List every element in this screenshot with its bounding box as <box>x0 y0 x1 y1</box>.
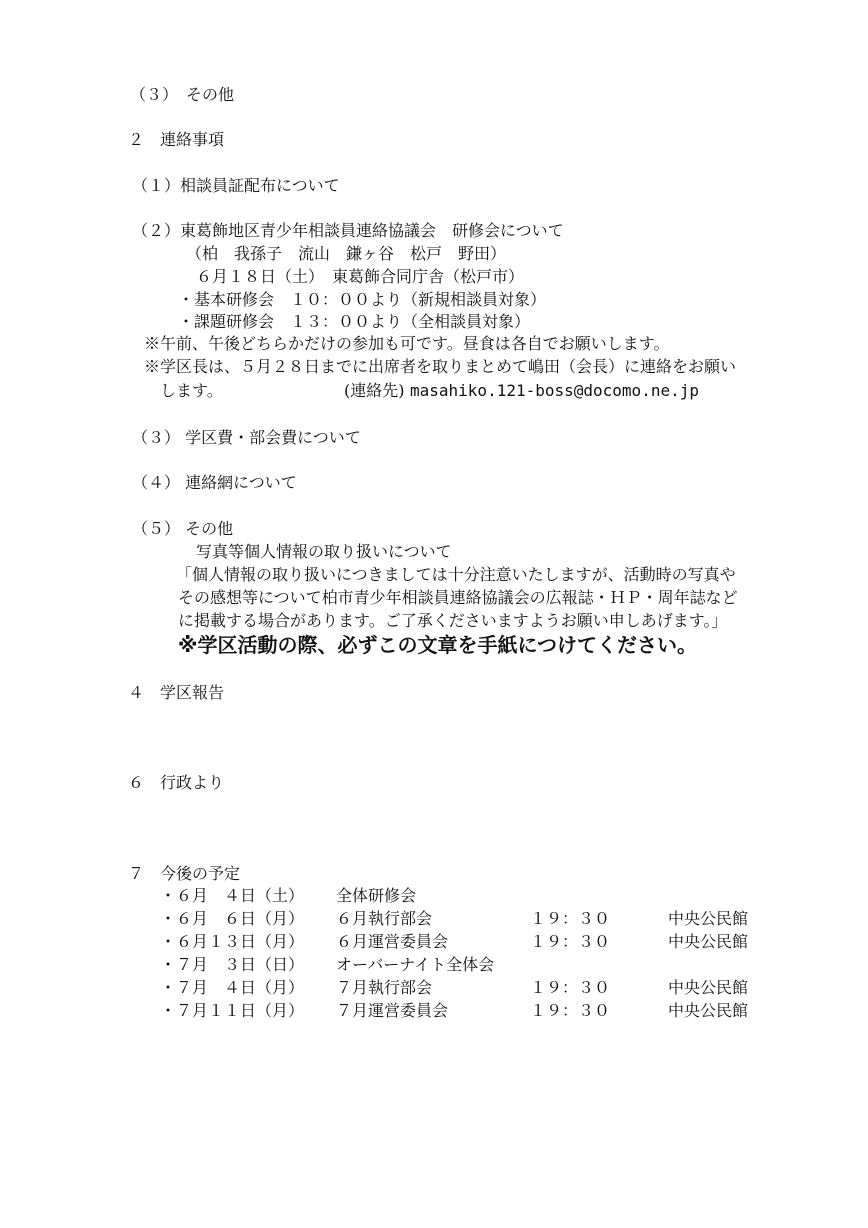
schedule-time: １９：３０ <box>530 932 611 951</box>
training-cities: （柏 我孫子 流山 鎌ヶ谷 松戸 野田） <box>186 244 507 263</box>
training-topic: ・課題研修会 １３：００より（全相談員対象） <box>178 312 531 331</box>
privacy-emphasis-note: ※学区活動の際、必ずこの文章を手紙につけてください。 <box>178 633 698 657</box>
privacy-text-1: 「個人情報の取り扱いにつきましては十分注意いたしますが、活動時の写真や <box>176 565 736 584</box>
schedule-date: ・６月１３日（月） <box>160 932 305 951</box>
schedule-event: オーバーナイト全体会 <box>336 955 495 974</box>
item-5-other: （５） その他 <box>132 519 234 538</box>
heading-school-report: ４ 学区報告 <box>128 683 225 702</box>
item-contact-network: （４） 連絡網について <box>132 473 297 492</box>
heading-administration: ６ 行政より <box>128 773 225 792</box>
training-note-deadline: ※学区長は、５月２８日までに出席者を取りまとめて嶋田（会長）に連絡をお願い <box>144 357 737 376</box>
item-training-session: （２）東葛飾地区青少年相談員連絡協議会 研修会について <box>132 221 564 240</box>
training-note-deadline-cont: します。 <box>160 381 223 400</box>
schedule-date: ・７月１１日（月） <box>160 1001 305 1020</box>
schedule-place: 中央公民館 <box>668 932 749 951</box>
schedule-event: ６月運営委員会 <box>336 932 449 951</box>
schedule-event: ６月執行部会 <box>336 909 433 928</box>
heading-schedule: ７ 今後の予定 <box>128 864 241 883</box>
schedule-date: ・６月 ４日（土） <box>160 886 305 905</box>
item-fees: （３） 学区費・部会費について <box>132 428 361 447</box>
schedule-place: 中央公民館 <box>668 1001 749 1020</box>
schedule-time: １９：３０ <box>530 978 611 997</box>
section-3-other: （３） その他 <box>130 85 235 104</box>
heading-contact-items: ２ 連絡事項 <box>128 130 225 149</box>
training-note-attendance: ※午前、午後どちらかだけの参加も可です。昼食は各自でお願いします。 <box>144 334 670 353</box>
schedule-event: 全体研修会 <box>336 886 417 905</box>
privacy-text-2: その感想等について柏市青少年相談員連絡協議会の広報誌・ＨＰ・周年誌など <box>178 588 738 607</box>
schedule-date: ・７月 ３日（日） <box>160 955 305 974</box>
privacy-text-3: に掲載する場合があります。ご了承くださいますようお願い申しあげます。」 <box>178 611 728 630</box>
schedule-date: ・６月 ６日（月） <box>160 909 305 928</box>
contact-email: masahiko.121-boss@docomo.ne.jp <box>410 381 699 400</box>
schedule-time: １９：３０ <box>530 1001 611 1020</box>
schedule-date: ・７月 ４日（月） <box>160 978 305 997</box>
schedule-time: １９：３０ <box>530 909 611 928</box>
schedule-event: ７月運営委員会 <box>336 1001 449 1020</box>
training-date-venue: ６月１８日（土） 東葛飾合同庁舎（松戸市） <box>196 267 525 286</box>
item-counselor-id: （１）相談員証配布について <box>132 176 340 195</box>
schedule-place: 中央公民館 <box>668 978 749 997</box>
privacy-heading: 写真等個人情報の取り扱いについて <box>196 542 452 561</box>
training-basic: ・基本研修会 １０：００より（新規相談員対象） <box>178 290 547 309</box>
schedule-event: ７月執行部会 <box>336 978 433 997</box>
contact-label: (連絡先) <box>344 381 405 400</box>
schedule-place: 中央公民館 <box>668 909 749 928</box>
